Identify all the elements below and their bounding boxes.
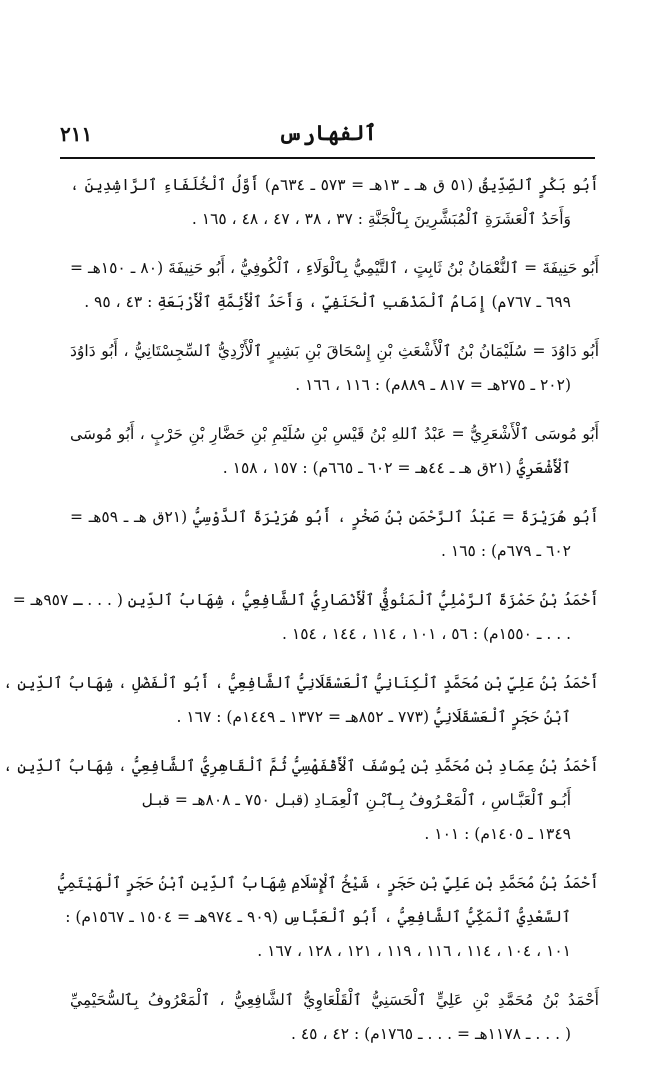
entry-line: ٱلسَّعْدِيُّ ٱلْمَكِّيُّ ٱلشَّافِعِيُّ ، أَبُو ٱلْعَبَّاسِ (٩٠٩ ـ ٩٧٤هـ = ١٥٠٤ ـ ١٥٦٧م) :	[65, 908, 571, 926]
entry-line: ٦٠٢ ـ ٦٧٩م) : ١٦٥ .	[441, 542, 571, 560]
index-entry	[70, 168, 599, 236]
page-header	[60, 112, 595, 152]
page-title: ٱلفهارس	[278, 120, 377, 145]
entry-line: أَحْمَدُ بْنُ مُحَمَّدِ بْنِ عَلِيٍّ ٱلْحَسَنِيُّ ٱلْقَلْعَاوِيُّ ٱلشَّافِعِيُّ ، ٱلْمَعْرُوفُ بِٱلسُّحَيْمِيِّ	[70, 991, 599, 1009]
entry-line: أَبُـو ٱلْعَبَّـاسِ ، ٱلْمَعْـرُوفُ بِـٱبْـنِ ٱلْعِمَـادِ (قبـل ٧٥٠ ـ ٨٠٨هـ = قبـل	[141, 791, 571, 809]
entry-line: أَبُو حَنِيفَةَ = ٱلنُّعْمَانُ بْنُ ثَابِتٍ ، ٱلتَّيْمِيُّ بِٱلْوَلَاءِ ، ٱلْكُوفِيُّ ، أَبُو حَنِيفَةَ (٨٠ ـ ١٥٠هـ =	[70, 259, 599, 277]
index-entry	[12, 583, 599, 651]
index-entry	[3, 666, 599, 734]
entry-line: أَبُو هُرَيْرَةَ = عَبْدُ ٱلرَّحْمَنِ بْنُ صَخْرٍ ، أَبُو هُرَيْرَةَ ٱلدَّوْسِيُّ (٢١ق هـ ـ ٥٩هـ =	[70, 508, 599, 526]
entry-line: أَحْمَدُ بْنُ مُحَمَّدِ بْنِ عَلِيِّ بْنِ حَجَرٍ ، شَيْخُ ٱلْإِسْلَامِ شِهَابُ ٱلدِّينِ ٱبْنُ حَجَرٍ ٱلْهَيْتَمِيُّ	[57, 874, 599, 892]
entry-line: أَحْمَدُ بْنُ عَلِيِّ بْنِ مُحَمَّدٍ ٱلْكِنَانِيُّ ٱلْعَسْقَلَانِيُّ ٱلشَّافِعِيُّ ، أَبُو ٱلْفَضْلِ ، شِهَابُ ٱلدِّينِ ،	[3, 674, 599, 692]
index-entry	[70, 983, 599, 1051]
page-number: ٢١١	[60, 122, 93, 146]
index-entry	[70, 334, 599, 402]
index-entry	[70, 500, 599, 568]
entry-line: أَبُو بَكْرٍ ٱلصِّدِّيقُ (٥١ ق هـ ـ ١٣هـ = ٥٧٣ ـ ٦٣٤م) أَوَّلُ ٱلْخُلَفَاءِ ٱلرَّاشِدِينَ ،	[70, 176, 599, 194]
entry-line: ٦٩٩ ـ ٧٦٧م) إِمَامُ ٱلْمَذْهَبِ ٱلْحَنَفِيِّ ، وَأَحَدُ ٱلْأَئِمَّةِ ٱلْأَرْبَعَةِ : ٤٣ ، ٩٥ .	[84, 293, 571, 311]
entry-line: أَحْمَدُ بْنُ عِمَادِ بْنِ مُحَمَّدِ بْنِ يُوسُفَ ٱلْأَقْفَهْسِيُّ ثُمَّ ٱلْقَاهِرِيُّ ٱلشَّافِعِيُّ ، شِهَابُ ٱلدِّينِ ،	[3, 757, 599, 775]
header-rule	[60, 157, 595, 159]
entry-line: أَحْمَدُ بْنُ حَمْزَةَ ٱلرَّمْلِيُّ ٱلْمَنُوفِيُّ ٱلْأَنْصَارِيُّ ٱلشَّافِعِيُّ ، شِهَابُ ٱلدِّينِ ( . . . ـ ٩٥٧هـ =	[12, 591, 599, 609]
entry-line: وَأَحَدُ ٱلْعَشَرَةِ ٱلْمُبَشَّرِينَ بِٱلْجَنَّةِ : ٣٧ ، ٣٨ ، ٤٧ ، ٤٨ ، ١٦٥ .	[191, 210, 571, 228]
entry-line: ٱبْنُ حَجَرٍ ٱلْعَسْقَلَانِيُّ (٧٧٣ ـ ٨٥٢هـ = ١٣٧٢ ـ ١٤٤٩م) : ١٦٧ .	[176, 708, 571, 726]
index-entries	[3, 168, 599, 1066]
index-entry	[57, 866, 599, 968]
entry-line: ١٣٤٩ ـ ١٤٠٥م) : ١٠١ .	[424, 825, 571, 843]
entry-line: . . . ـ ١٥٥٠م) : ٥٦ ، ١٠١ ، ١١٤ ، ١٤٤ ، ١٥٤ .	[282, 625, 571, 643]
entry-line: أَبُو مُوسَى ٱلْأَشْعَرِيُّ = عَبْدُ ٱللهِ بْنُ قَيْسِ بْنِ سُلَيْمِ بْنِ حَضَّارِ بْنِ حَرْبٍ ، أَبُو مُوسَى	[70, 425, 599, 443]
index-entry	[70, 251, 599, 319]
entry-line: أَبُو دَاوُدَ = سُلَيْمَانُ بْنُ ٱلْأَشْعَثِ بْنِ إِسْحَاقَ بْنِ بَشِيرٍ ٱلْأَزْدِيُّ ٱلسِّجِسْتَانِيُّ ، أَبُو دَاوُدَ	[70, 342, 599, 360]
index-entry	[70, 417, 599, 485]
entry-line: ( . . . ـ ١١٧٨هـ = . . . ـ ١٧٦٥م) : ٤٢ ، ٤٥ .	[291, 1025, 571, 1043]
entry-line: ٱلْأَشْعَرِيُّ (٢١ق هـ ـ ٤٤هـ = ٦٠٢ ـ ٦٦٥م) : ١٥٧ ، ١٥٨ .	[222, 459, 571, 477]
entry-line: ١٠١ ، ١٠٤ ، ١١٤ ، ١١٦ ، ١١٩ ، ١٢١ ، ١٢٨ ، ١٦٧ .	[257, 942, 571, 960]
index-entry	[3, 749, 599, 851]
entry-line: (٢٠٢ ـ ٢٧٥هـ = ٨١٧ ـ ٨٨٩م) : ١١٦ ، ١٦٦ .	[295, 376, 571, 394]
